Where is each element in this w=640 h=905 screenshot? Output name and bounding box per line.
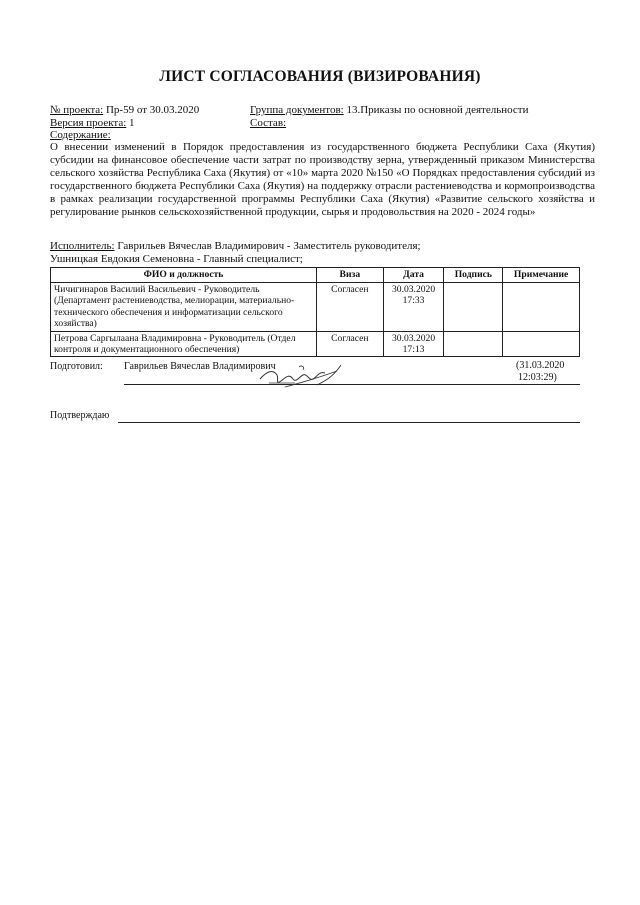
project-number <box>50 104 199 117</box>
row-signature <box>444 331 503 357</box>
row-name: Петрова Саргылаана Владимировна - Руководитель (Отдел контроля и документационного обеспечения) <box>51 331 317 357</box>
prepared-label: Подготовил: <box>50 361 103 372</box>
header-signature: Подпись <box>444 268 503 283</box>
row-date <box>383 283 444 332</box>
confirm-label: Подтверждаю <box>50 410 110 421</box>
executor-label: Исполнитель: <box>50 240 115 252</box>
row-note <box>503 283 580 332</box>
row-note <box>503 331 580 357</box>
row-date-value: 30.03.2020 <box>391 284 436 295</box>
table-row <box>51 331 580 357</box>
handwritten-signature <box>255 361 365 391</box>
project-version-label: Версия проекта: <box>50 117 127 129</box>
prepared-date: (31.03.2020 <box>516 360 565 371</box>
document-group <box>250 104 528 117</box>
document-title: ЛИСТ СОГЛАСОВАНИЯ (ВИЗИРОВАНИЯ) <box>159 68 481 85</box>
table-header-row <box>51 268 580 283</box>
content-text: О внесении изменений в Порядок предоставления из государственного бюджета Республики Саха (Якутия) субсидии на финансовое обеспечение части затрат по производству зерна, утвержденный приказом Министерства сельского хозяйства Республика Саха (Якутия) от «10» марта 2020 №150 «О Порядках предоставления субсидий из государственного бюджета Республики Саха (Якутия) на поддержку отрасли растениеводства и кормопроизводства в рамках реализации государственной программы Республики Саха (Якутия) «Развитие сельского хозяйства и регулирование рынков сельскохозяйственной продукции, сырья и продовольствия на 2020 - 2024 годы» <box>50 141 595 219</box>
document-group-label: Группа документов: <box>250 104 344 116</box>
row-visa: Согласен <box>317 283 384 332</box>
prepared-name: Гаврильев Вячеслав Владимирович <box>124 361 276 372</box>
prepared-time: 12:03:29) <box>518 372 557 383</box>
row-signature <box>444 283 503 332</box>
row-time-value: 17:33 <box>402 295 425 307</box>
row-name: Чичигинаров Василий Васильевич - Руководитель (Департамент растениеводства, мелиорации, материально-технического обеспечения и информатизации сельского хозяйства) <box>51 283 317 332</box>
confirm-underline <box>118 422 580 423</box>
table-row <box>51 283 580 332</box>
document-group-value: 13.Приказы по основной деятельности <box>343 104 529 116</box>
row-time-value: 17:13 <box>402 344 425 356</box>
project-number-value: Пр-59 от 30.03.2020 <box>103 104 200 116</box>
composition <box>250 117 286 130</box>
content-label: Содержание: <box>50 129 111 141</box>
composition-label: Состав: <box>250 117 287 129</box>
row-date-value: 30.03.2020 <box>391 332 436 344</box>
header-note: Примечание <box>503 268 580 283</box>
header-name: ФИО и должность <box>51 268 317 283</box>
row-date <box>383 331 444 357</box>
row-visa: Согласен <box>317 331 384 357</box>
executor-name-1: Гаврильев Вячеслав Владимирович - Заместитель руководителя; <box>114 240 421 252</box>
approval-table <box>50 267 580 357</box>
project-number-label: № проекта: <box>50 104 104 116</box>
header-date: Дата <box>383 268 444 283</box>
header-visa: Виза <box>317 268 384 283</box>
executor-line-2: Ушницкая Евдокия Семеновна - Главный специалист; <box>50 253 303 265</box>
executor-line-1 <box>50 240 421 253</box>
project-version-value: 1 <box>126 117 135 129</box>
